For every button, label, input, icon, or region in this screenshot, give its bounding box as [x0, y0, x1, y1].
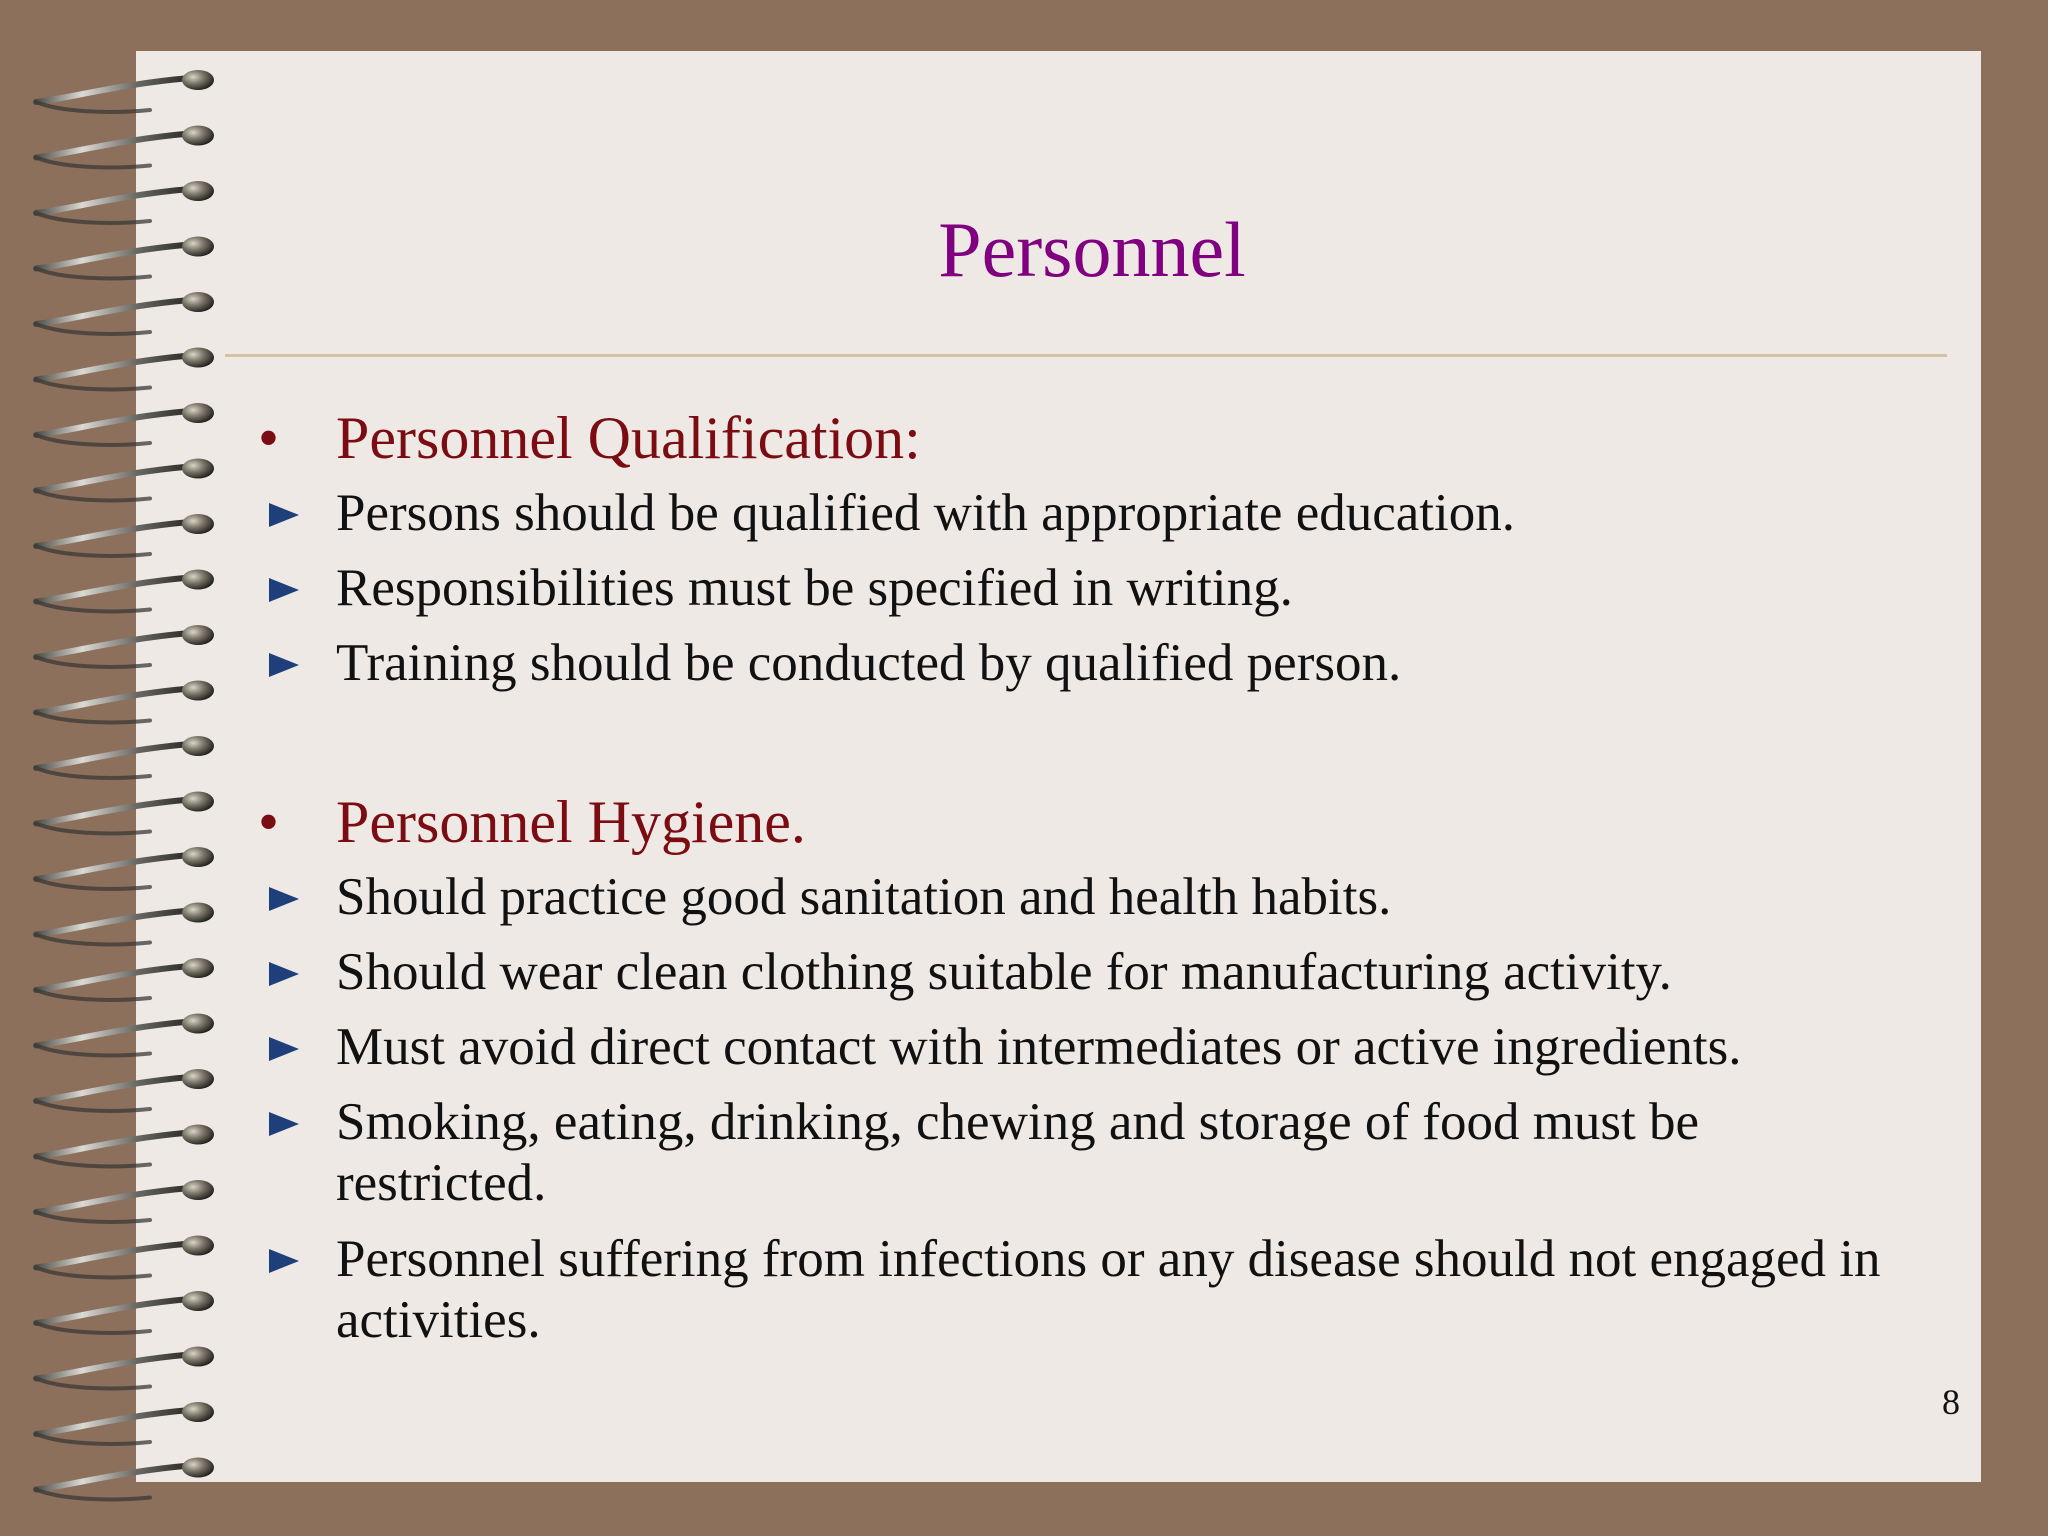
list-item-text: Should practice good sanitation and health habits. — [336, 868, 1392, 926]
list-item — [336, 633, 1906, 694]
triangle-bullet-icon — [268, 1035, 302, 1063]
list-item-text: Personnel suffering from infections or any disease should not engaged in activities. — [336, 1230, 1881, 1349]
list-item — [336, 1092, 1906, 1214]
round-bullet-icon: • — [258, 405, 280, 471]
triangle-bullet-icon — [268, 651, 302, 679]
section-heading-label: Personnel Hygiene. — [336, 789, 806, 855]
list-item — [336, 942, 1906, 1003]
triangle-bullet-icon — [268, 576, 302, 604]
list-item — [336, 1017, 1906, 1078]
triangle-bullet-icon — [268, 885, 302, 913]
list-item-text: Smoking, eating, drinking, chewing and storage of food must be restricted. — [336, 1093, 1700, 1212]
section-heading-label: Personnel Qualification: — [336, 405, 921, 471]
list-item-text: Must avoid direct contact with intermediates or active ingredients. — [336, 1018, 1742, 1076]
list-item — [336, 558, 1906, 619]
list-item-text: Responsibilities must be specified in writing. — [336, 559, 1293, 617]
list-item — [336, 1229, 1906, 1351]
triangle-bullet-icon — [268, 1110, 302, 1138]
round-bullet-icon: • — [258, 789, 280, 855]
list-item — [336, 483, 1906, 544]
slide-title: Personnel — [938, 206, 1246, 293]
list-item — [336, 867, 1906, 928]
triangle-bullet-icon — [268, 501, 302, 529]
page-number: 8 — [1942, 1382, 1960, 1422]
triangle-bullet-icon — [268, 960, 302, 988]
list-item-text: Training should be conducted by qualified person. — [336, 634, 1402, 692]
triangle-bullet-icon — [268, 1247, 302, 1275]
list-item-text: Should wear clean clothing suitable for manufacturing activity. — [336, 943, 1672, 1001]
list-item-text: Persons should be qualified with appropriate education. — [336, 484, 1515, 542]
